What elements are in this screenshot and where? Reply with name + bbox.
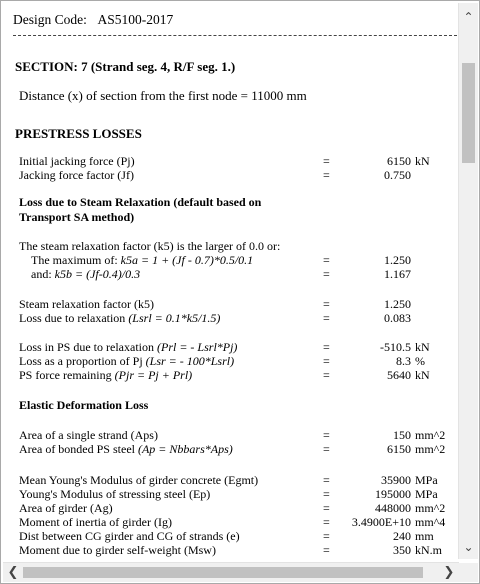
row-msw: [19, 543, 459, 557]
row-label-formula: (Lsr = - 100*Lsrl): [145, 354, 235, 368]
row-unit: MPa: [415, 487, 438, 501]
row-jacking-factor: [19, 168, 459, 182]
row-label: [19, 428, 158, 442]
row-value: 1.250: [384, 297, 411, 311]
row-equals: =: [323, 253, 330, 267]
row-equals: =: [323, 267, 330, 281]
row-equals: =: [323, 428, 330, 442]
row-label: [19, 311, 220, 325]
row-label: [19, 253, 253, 267]
prestress-heading: PRESTRESS LOSSES: [15, 126, 142, 141]
report-content: [3, 3, 459, 559]
scroll-up-icon[interactable]: ⌃: [463, 10, 474, 24]
row-value: 150: [393, 428, 411, 442]
row-label-formula: k5b = (Jf-0.4)/0.3: [54, 267, 141, 281]
row-label: [19, 267, 140, 281]
design-code-label: Design Code:: [13, 12, 87, 27]
row-label: [19, 442, 233, 456]
row-ag: [19, 501, 459, 515]
scroll-right-icon[interactable]: ❯: [443, 565, 455, 580]
row-equals: =: [323, 368, 330, 382]
row-label-formula: (Lsrl = 0.1*k5/1.5): [128, 311, 221, 325]
row-aps: [19, 428, 459, 442]
design-code-line: [13, 12, 181, 28]
row-label: Jacking force factor (Jf): [19, 168, 134, 182]
elastic-heading: Elastic Deformation Loss: [19, 398, 149, 412]
row-unit: %: [415, 354, 425, 368]
row-label-plain: PS force remaining: [19, 368, 115, 382]
row-unit: mm^2: [415, 442, 446, 456]
row-label-plain: Steam relaxation factor (k5): [19, 297, 154, 311]
row-unit: mm: [415, 529, 434, 543]
row-equals: =: [323, 543, 330, 557]
horizontal-scrollbar[interactable]: [3, 562, 459, 582]
row-label: [19, 368, 192, 382]
row-jacking-force: [19, 154, 459, 168]
row-e: [19, 529, 459, 543]
row-equals: =: [323, 311, 330, 325]
scroll-down-icon[interactable]: ⌄: [463, 540, 474, 554]
row-equals: =: [323, 473, 330, 487]
row-ap: [19, 442, 459, 456]
row-value: 6150: [387, 154, 411, 168]
row-label-plain: and:: [31, 267, 55, 281]
k5-intro: The steam relaxation factor (k5) is the larger of 0.0 or:: [19, 239, 281, 253]
row-pjr: [19, 368, 459, 382]
row-value: 240: [393, 529, 411, 543]
row-k5: [19, 297, 459, 311]
row-label: [19, 340, 237, 354]
scroll-left-icon[interactable]: ❮: [7, 565, 19, 580]
row-value: 5640: [387, 368, 411, 382]
row-prl: [19, 340, 459, 354]
row-label-plain: Loss in PS due to relaxation: [19, 340, 157, 354]
row-equals: =: [323, 354, 330, 368]
row-value: 448000: [375, 501, 411, 515]
row-label: Area of girder (Ag): [19, 501, 113, 515]
row-lsrl: [19, 311, 459, 325]
scrollbar-corner: [459, 563, 478, 582]
row-value: 8.3: [396, 354, 411, 368]
row-label: [19, 354, 234, 368]
row-label-formula: (Ap = Nbbars*Aps): [137, 442, 233, 456]
row-value: 0.750: [384, 168, 411, 182]
row-unit: mm^2: [415, 428, 446, 442]
row-egmt: [19, 473, 459, 487]
row-label-plain: Area of a single strand (Aps): [19, 428, 158, 442]
row-equals: =: [323, 154, 330, 168]
row-value: 0.083: [384, 311, 411, 325]
row-ep: [19, 487, 459, 501]
row-label-plain: Loss as a proportion of Pj: [19, 354, 146, 368]
row-value: 3.4900E+10: [351, 515, 411, 529]
row-value: 1.167: [384, 267, 411, 281]
row-value: 6150: [387, 442, 411, 456]
relaxation-heading-1: Loss due to Steam Relaxation (default based on: [19, 195, 262, 209]
relaxation-heading-2: Transport SA method): [19, 210, 135, 224]
row-unit: kN: [415, 154, 430, 168]
row-equals: =: [323, 442, 330, 456]
row-ig: [19, 515, 459, 529]
row-unit: MPa: [415, 473, 438, 487]
row-value: 350: [393, 543, 411, 557]
row-value: -510.5: [380, 340, 411, 354]
row-equals: =: [323, 168, 330, 182]
section-title: SECTION: 7 (Strand seg. 4, R/F seg. 1.): [15, 59, 236, 74]
row-k5b: [19, 267, 459, 281]
distance-text: Distance (x) of section from the first node = 11000 mm: [19, 88, 307, 103]
row-label: [19, 297, 154, 311]
vertical-scroll-thumb[interactable]: [462, 63, 475, 163]
vertical-scrollbar[interactable]: [458, 3, 478, 559]
row-label: Moment due to girder self-weight (Msw): [19, 543, 216, 557]
row-label: Young's Modulus of stressing steel (Ep): [19, 487, 211, 501]
row-value: 195000: [375, 487, 411, 501]
row-label: Dist between CG girder and CG of strands (e): [19, 529, 240, 543]
row-label-plain: Loss due to relaxation: [19, 311, 129, 325]
row-value: 1.250: [384, 253, 411, 267]
row-unit: mm^2: [415, 501, 446, 515]
row-equals: =: [323, 515, 330, 529]
row-unit: mm^4: [415, 515, 446, 529]
row-lsr: [19, 354, 459, 368]
row-label-formula: k5a = 1 + (Jf - 0.7)*0.5/0.1: [120, 253, 254, 267]
horizontal-scroll-thumb[interactable]: [23, 567, 423, 578]
dashed-divider: [13, 35, 457, 36]
row-label: Initial jacking force (Pj): [19, 154, 135, 168]
design-code-value: AS5100-2017: [97, 12, 174, 27]
row-label-formula: (Pjr = Pj + Prl): [114, 368, 193, 382]
row-unit: kN.m: [415, 543, 442, 557]
row-label: Mean Young's Modulus of girder concrete (Egmt): [19, 473, 259, 487]
row-equals: =: [323, 487, 330, 501]
row-equals: =: [323, 297, 330, 311]
row-label-plain: Area of bonded PS steel: [19, 442, 138, 456]
row-value: 35900: [381, 473, 411, 487]
row-equals: =: [323, 529, 330, 543]
row-unit: kN: [415, 368, 430, 382]
row-label-formula: (Prl = - Lsrl*Pj): [157, 340, 238, 354]
row-k5a: [19, 253, 459, 267]
row-label-plain: The maximum of:: [31, 253, 121, 267]
row-equals: =: [323, 340, 330, 354]
row-equals: =: [323, 501, 330, 515]
row-label: Moment of inertia of girder (Ig): [19, 515, 172, 529]
row-unit: kN: [415, 340, 430, 354]
